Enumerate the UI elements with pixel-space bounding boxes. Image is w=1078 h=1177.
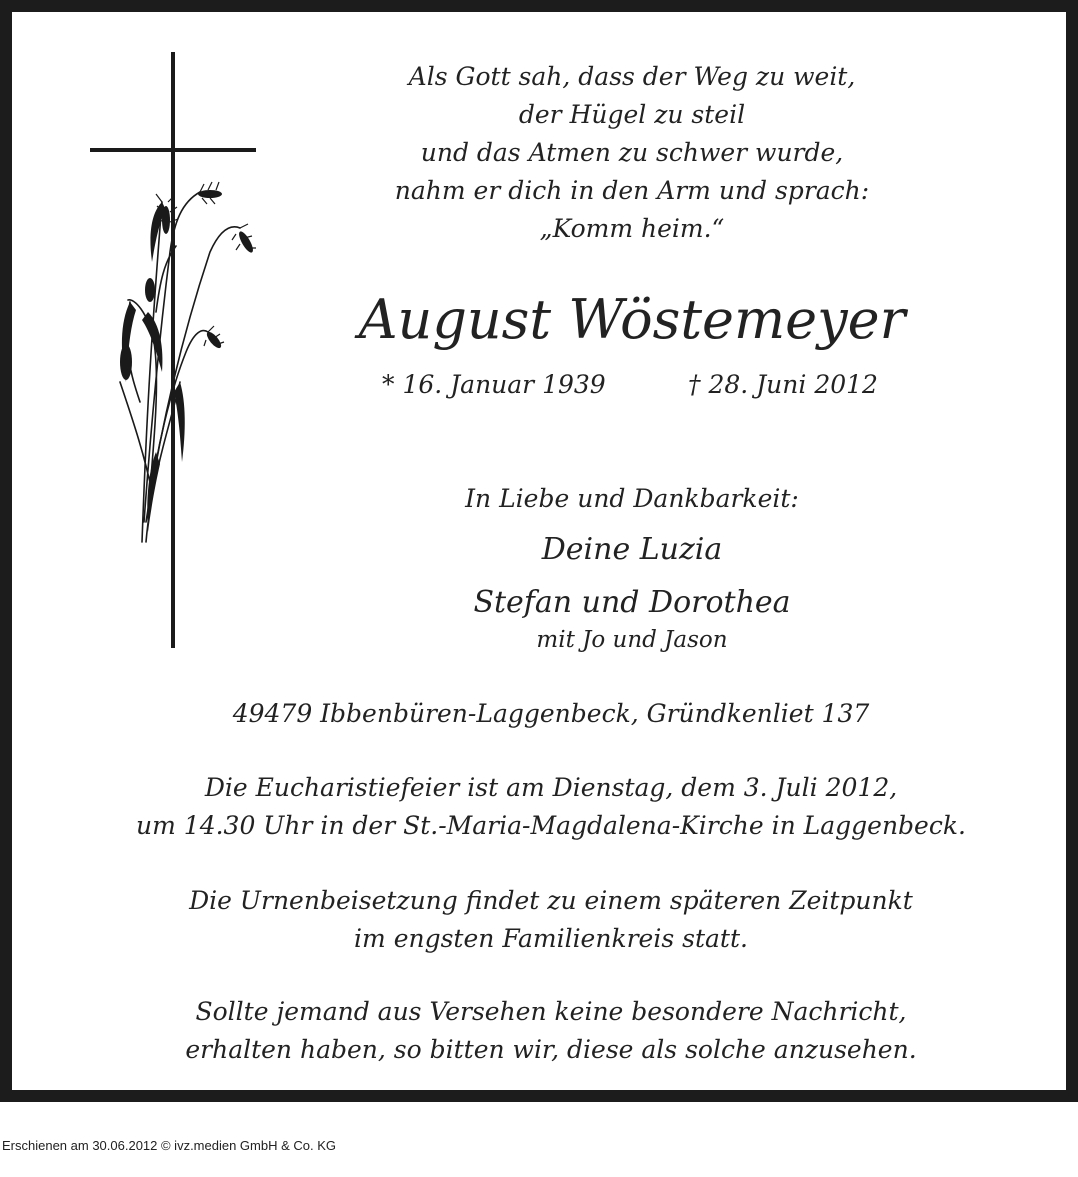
address: [72, 695, 1030, 733]
service-info: [72, 769, 1030, 845]
mourners-intro: In Liebe und Dankbarkeit:: [465, 484, 799, 513]
mourner-name: Stefan und Dorothea: [473, 585, 791, 620]
mourner-name: mit Jo und Jason: [536, 627, 728, 653]
mourner-name: Deine Luzia: [541, 532, 723, 567]
poem-line: „Komm heim.“: [539, 214, 725, 243]
poem-line: nahm er dich in den Arm und sprach:: [394, 176, 870, 205]
poem-line: und das Atmen zu schwer wurde,: [420, 138, 844, 167]
death-date: † 28. Juni 2012: [688, 370, 878, 399]
cross-with-wheat-icon: [90, 52, 280, 652]
poem-line: der Hügel zu steil: [518, 100, 746, 129]
service-line: um 14.30 Uhr in der St.-Maria-Magdalena-Kirche in Laggenbeck.: [136, 811, 966, 840]
obituary-card: [12, 12, 1066, 1090]
birth-date: * 16. Januar 1939: [382, 370, 606, 399]
poem: [372, 58, 892, 248]
poem-line: Als Gott sah, dass der Weg zu weit,: [408, 62, 856, 91]
notice-info: [72, 993, 1030, 1069]
address-line: 49479 Ibbenbüren-Laggenbeck, Gründkenliet 137: [232, 699, 870, 728]
deceased-name: August Wöstemeyer: [358, 288, 906, 351]
urn-info: [72, 882, 1030, 958]
urn-line: Die Urnenbeisetzung findet zu einem späteren Zeitpunkt: [189, 886, 913, 915]
notice-line: Sollte jemand aus Versehen keine besondere Nachricht,: [195, 997, 907, 1026]
urn-line: im engsten Familienkreis statt.: [354, 924, 748, 953]
service-line: Die Eucharistiefeier ist am Dienstag, dem 3. Juli 2012,: [204, 773, 898, 802]
notice-line: erhalten haben, so bitten wir, diese als solche anzusehen.: [185, 1035, 917, 1064]
publication-footer: Erschienen am 30.06.2012 © ivz.medien GmbH & Co. KG: [2, 1138, 337, 1153]
